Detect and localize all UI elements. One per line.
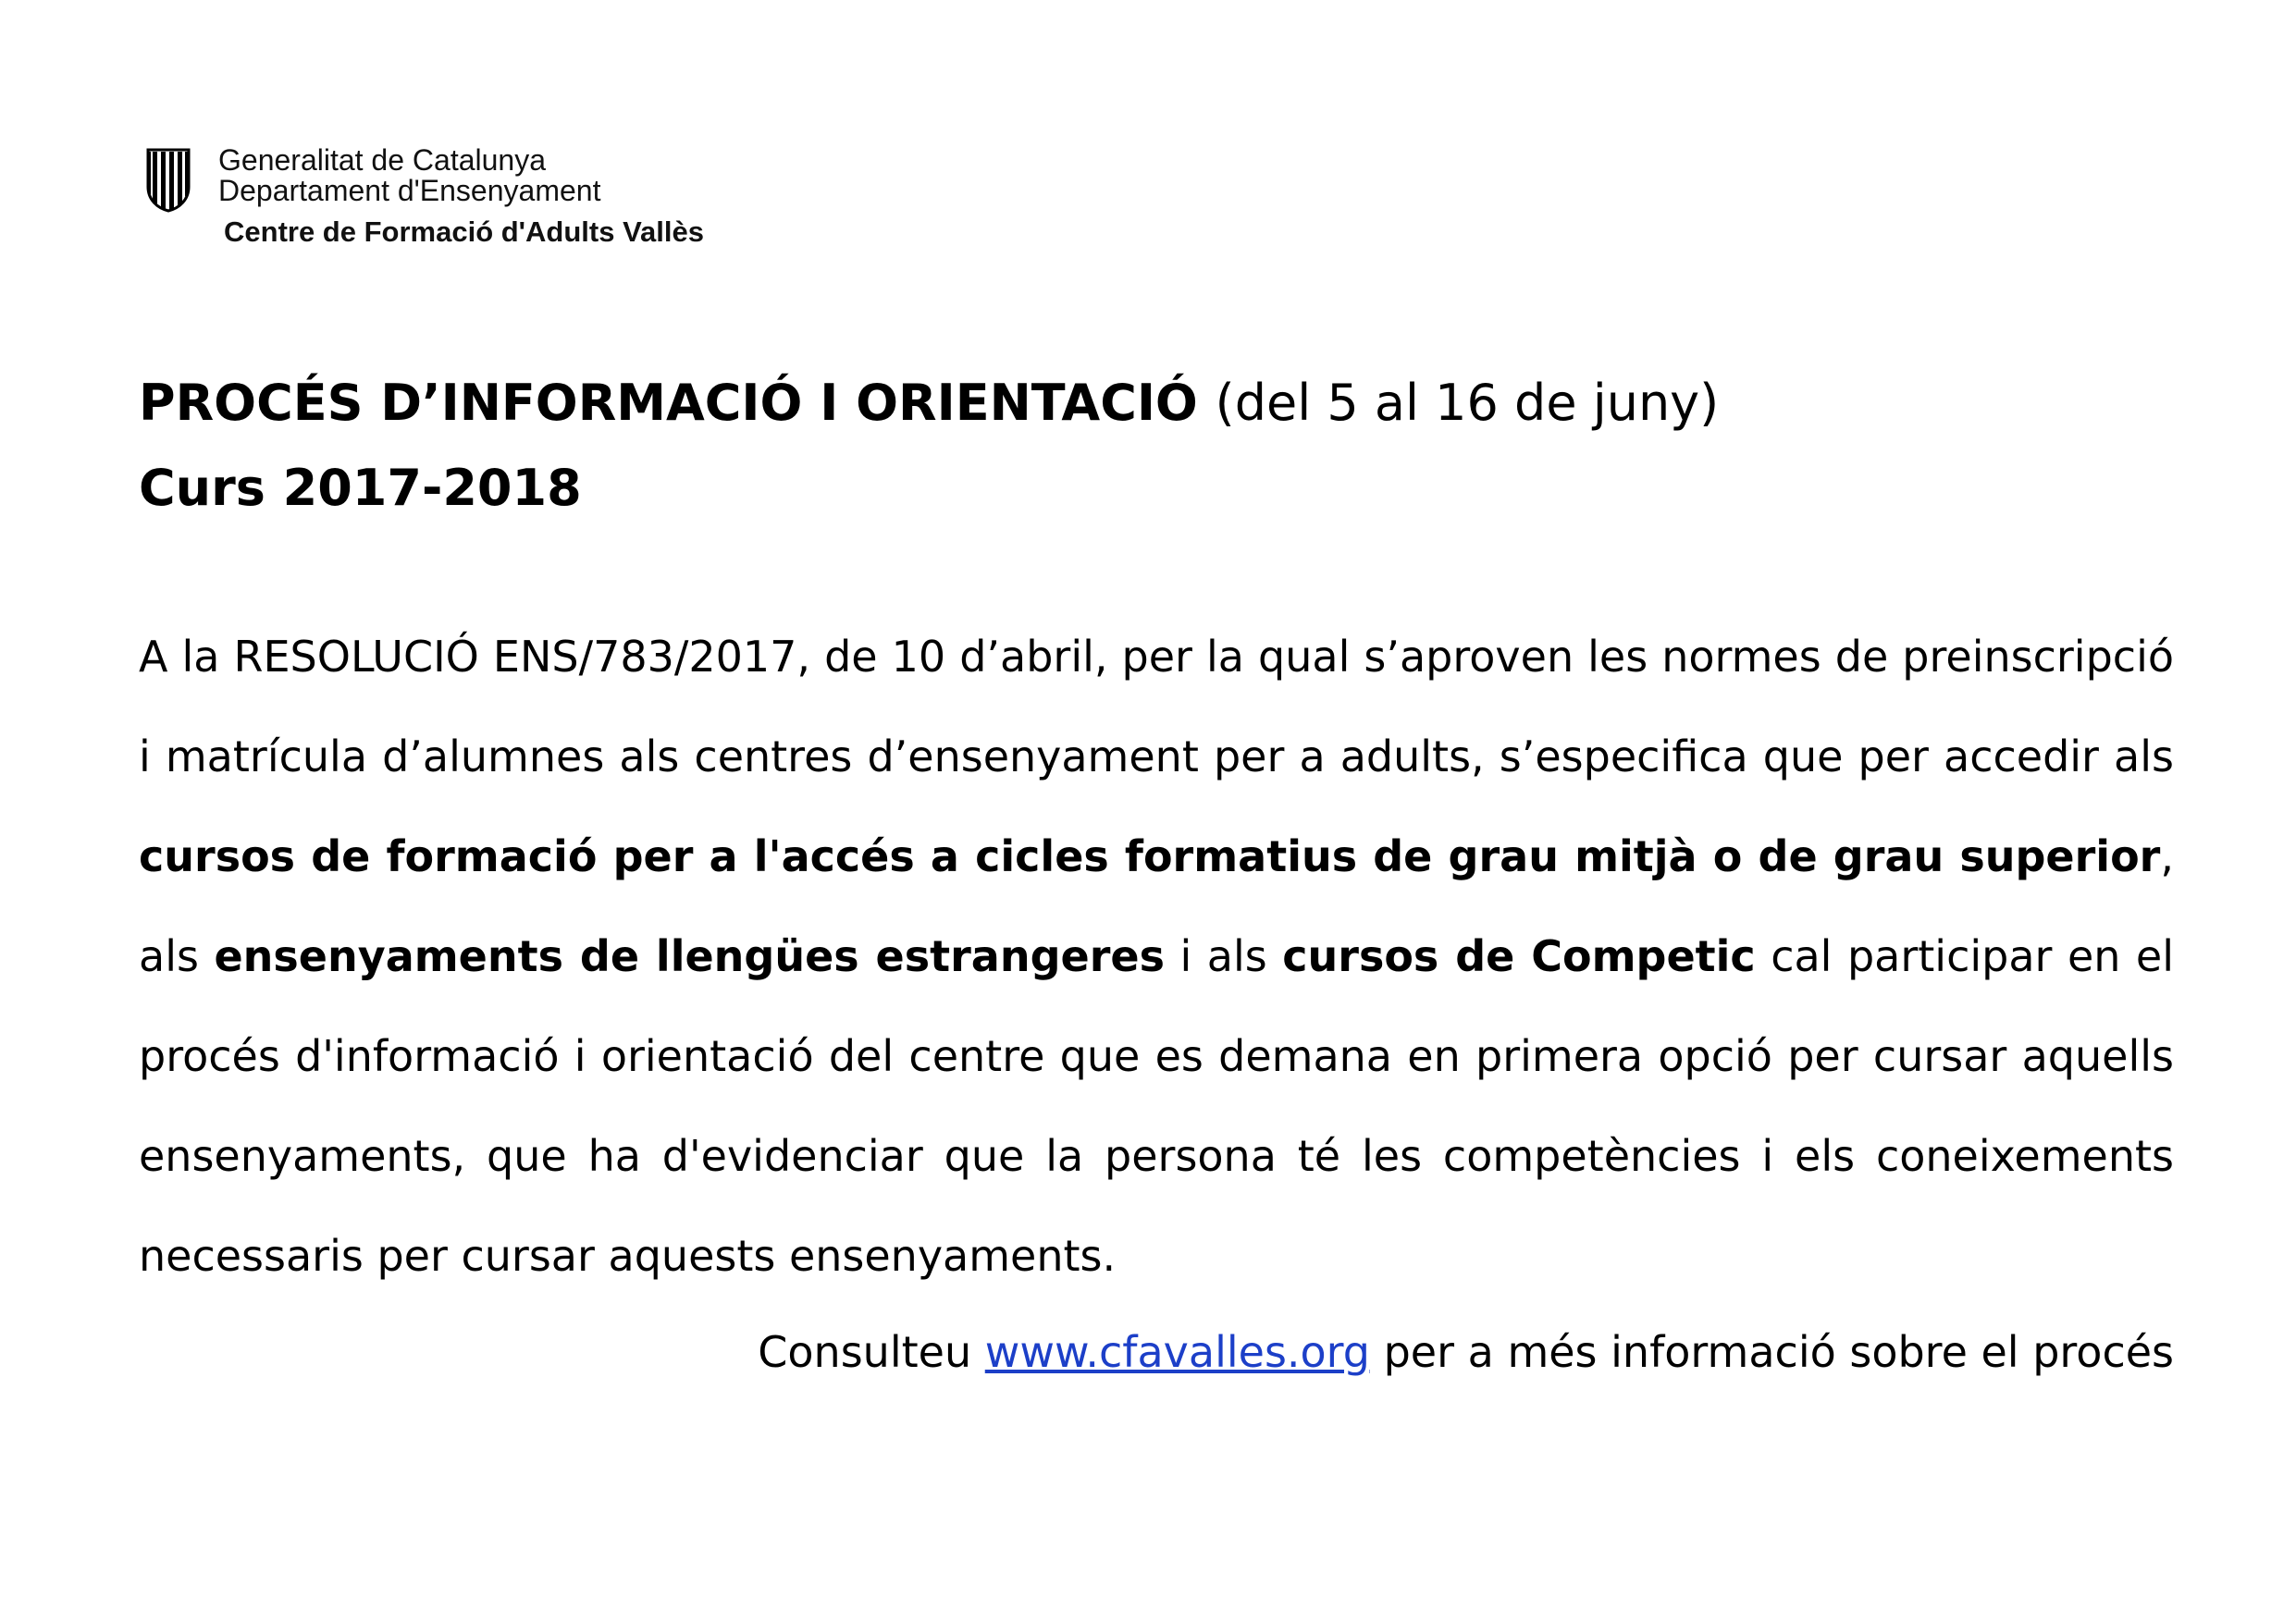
paragraph-bold-languages: ensenyaments de llengües estrangeres — [214, 931, 1165, 981]
paragraph-text-3: i als — [1165, 931, 1283, 981]
paragraph-text-4: cal participar en el procés d'informació i orientació del centre que es demana en primera opció per cursar aquells ensenyaments, que ha d'evidenciar que la persona té les competències i els coneixements necessaris per cursar aquests ensenyaments. — [139, 931, 2174, 1281]
org-name-department: Departament d'Ensenyament — [218, 174, 601, 207]
paragraph-text-2: , als — [139, 831, 2174, 981]
paragraph-bold-competic: cursos de Competic — [1282, 931, 1756, 981]
catalonia-four-bars-emblem-icon — [142, 146, 194, 213]
title-dates: (del 5 al 16 de juny) — [1215, 374, 1720, 432]
document-title — [139, 361, 2174, 446]
footer-note — [139, 1315, 2174, 1389]
title-main: PROCÉS D’INFORMACIÓ I ORIENTACIÓ — [139, 374, 1198, 432]
letterhead — [139, 143, 971, 264]
org-name-centre: Centre de Formació d'Adults Vallès — [224, 215, 705, 248]
footer-suffix: per a més informació sobre el procés — [1369, 1327, 2174, 1377]
resolution-paragraph — [139, 607, 2174, 1306]
footer-prefix: Consulteu — [758, 1327, 985, 1377]
paragraph-bold-courses: cursos de formació per a l'accés a cicles formatius de grau mitjà o de grau superior — [139, 831, 2161, 881]
document-body — [139, 361, 2174, 1389]
paragraph-text-1: A la RESOLUCIÓ ENS/783/2017, de 10 d’abril, per la qual s’aproven les normes de preinscripció i matrícula d’alumnes als centres d’ensenyament per a adults, s’especifica que per accedir als — [139, 632, 2174, 781]
course-year: Curs 2017-2018 — [139, 459, 582, 517]
org-name-generalitat: Generalitat de Catalunya — [218, 143, 546, 177]
website-link[interactable]: www.cfavalles.org — [984, 1327, 1370, 1377]
